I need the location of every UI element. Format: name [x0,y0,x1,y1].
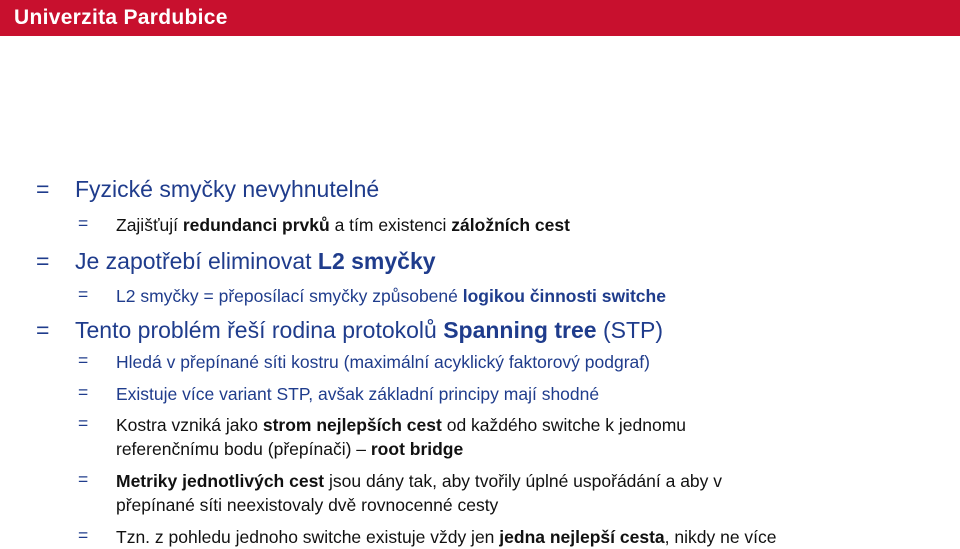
bullet-marker: = [36,176,50,202]
bullet-text: Tento problém řeší rodina protokolů Spanning tree (STP) [75,317,664,343]
bullet-text: L2 smyčky = přeposílací smyčky způsobené logikou činnosti switche [116,286,666,306]
bullet-text: Je zapotřebí eliminovat L2 smyčky [75,248,436,274]
bullet-marker: = [78,350,89,370]
bullet-text: Metriky jednotlivých cest jsou dány tak, aby tvořily úplné uspořádání a aby v přepínané síti neexistovaly dvě rovnocenné cesty [116,471,723,515]
bullet-marker: = [78,284,89,304]
bullet-text: Kostra vzniká jako strom nejlepších cest od každého switche k jednomu referenčnímu bodu (přepínači) – root bridge [116,415,687,459]
bullet-text: Fyzické smyčky nevyhnutelné [75,176,380,202]
bullet-marker: = [36,248,50,274]
bullet-marker: = [78,213,89,233]
bullet-marker: = [78,525,89,545]
bullet-text: Zajišťují redundanci prvků a tím existenci záložních cest [116,215,570,235]
bullet-text: Hledá v přepínané síti kostru (maximální acyklický faktorový podgraf) [116,352,650,372]
bullet-text: Tzn. z pohledu jednoho switche existuje vždy jen jedna nejlepší cesta, nikdy ne více [116,527,777,547]
bullet-text: Existuje více variant STP, avšak základní principy mají shodné [116,384,600,404]
university-header [0,0,960,36]
bullet-marker: = [78,382,89,402]
bullet-marker: = [36,317,50,343]
bullet-marker: = [78,413,89,433]
university-logo: Univerzita Pardubice [14,6,228,29]
bullet-marker: = [78,469,89,489]
